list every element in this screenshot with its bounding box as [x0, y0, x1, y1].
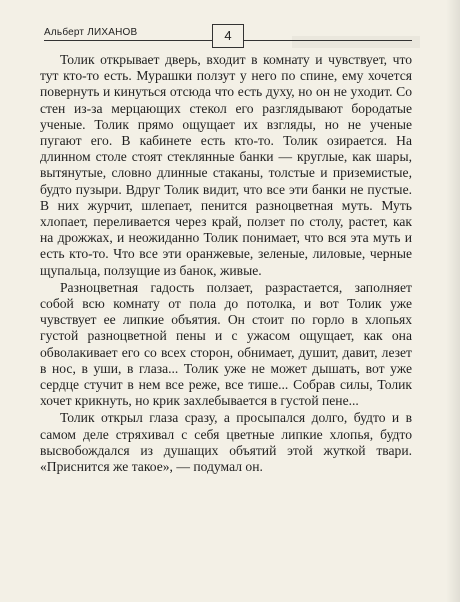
- paragraph-2: Разноцветная гадость ползает, разрастается, заполняет собой всю комнату от пола до потолка, и вот Толик уже чувствует ее липкие объятия. Он стоит по горло в хлопьях густой разноцветной пены и с ужасом ощущает, как она обволакивает его со всех сторон, обнимает, душит, давит, лезет в нос, в уши, в глаза... Толик уже не может дышать, вот уже сердце стучит в нем все реже, все тише... Собрав силы, Толик хочет крикнуть, но крик захлебывается в густой пене...: [40, 279, 412, 409]
- paragraph-1: Толик открывает дверь, входит в комнату и чувствует, что тут кто-то есть. Мурашки ползут у него по спине, ему хочется повернуть и кинуться отсюда что есть духу, но он не уходит. Со стен из-за мерцающих стекол его разглядывают бородатые ученые. Толик прямо ощущает их взгляды, но не ученые пугают его. В кабинете есть кто-то. Толик озирается. На длинном столе стоят стеклянные банки — круглые, как шары, вытянутые, словно длинные стаканы, толстые и приземистые, будто пузыри. Вдруг Толик видит, что все эти банки не пустые. В них журчит, шлепает, пенится разноцветная муть. Муть хлопает, переливается через край, ползет по столу, растет, как на дрожжах, и неожиданно Толик понимает, что вся эта муть и есть кто-то. Что все эти оранжевые, зеленые, лиловые, черные щупальца, ползущие из банок, живые.: [40, 52, 412, 278]
- paragraph-3: Толик открыл глаза сразу, а просыпался долго, будто и в самом деле стряхивал с себя цветные липкие хлопья, будто высвобождался из душащих объятий этой жуткой твари. «Приснится же такое», — подумал он.: [40, 410, 412, 475]
- page-edge-shadow: [446, 0, 460, 602]
- page-number: 4: [212, 24, 244, 48]
- running-header: [44, 22, 412, 46]
- body-text: [40, 52, 412, 475]
- author-name: Альберт ЛИХАНОВ: [44, 27, 138, 38]
